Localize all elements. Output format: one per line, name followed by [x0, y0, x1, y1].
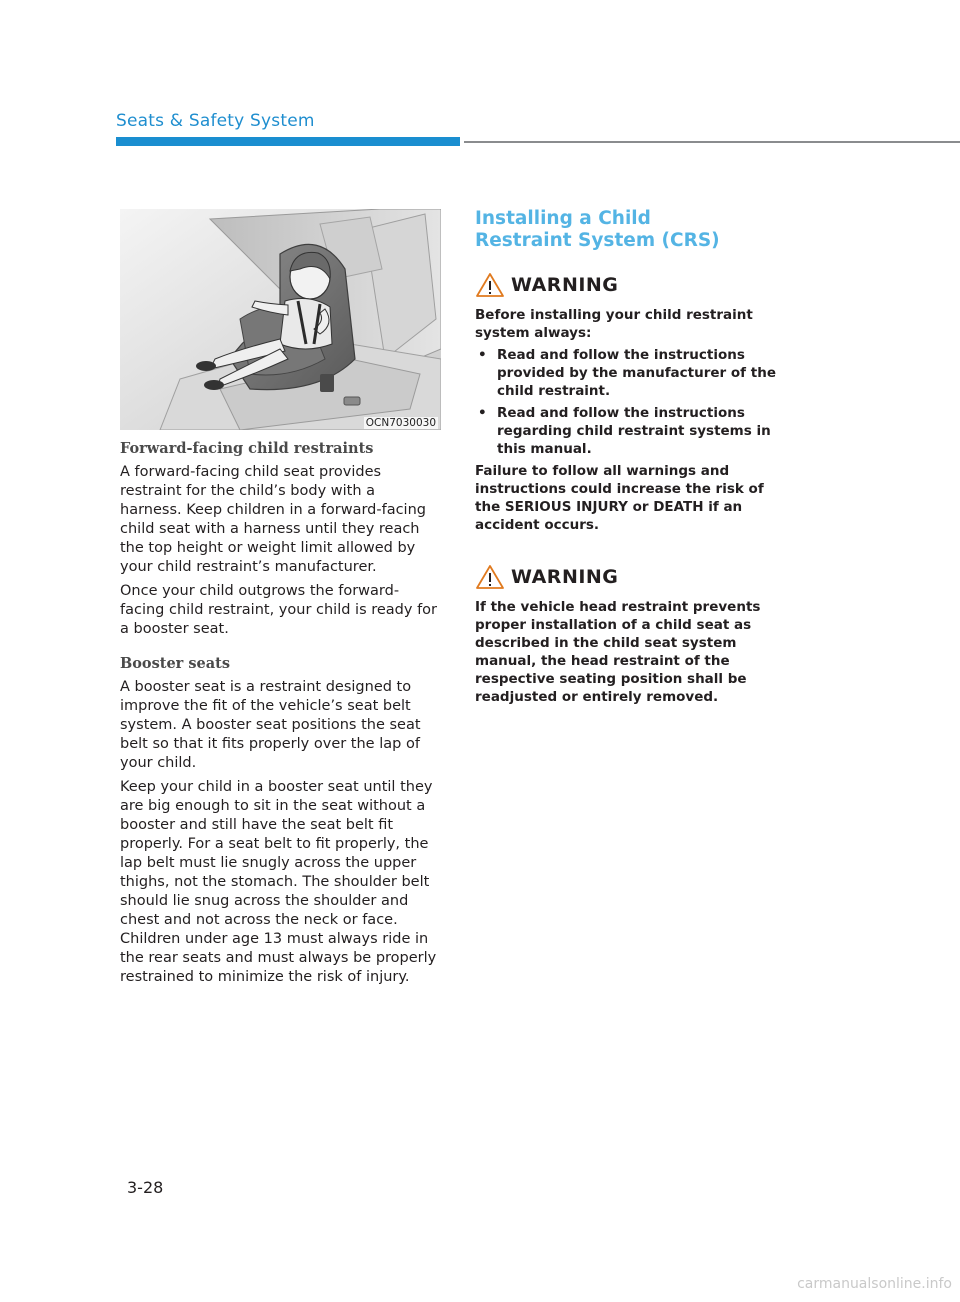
warning-triangle-icon — [475, 272, 505, 298]
warning-1-header — [475, 272, 793, 298]
warning-1-outro: Failure to follow all warnings and instructions could increase the risk of the SERIOUS INJURY or DEATH if an accident occurs. — [475, 463, 764, 533]
warning-1-bullet-text: Read and follow the instructions regarding child restraint systems in this manual. — [497, 405, 771, 457]
left-column — [120, 440, 438, 992]
booster-paragraph-1: A booster seat is a restraint designed to improve the fit of the vehicle’s seat belt system. A booster seat positions the seat belt so that it fits properly over the lap of your child. — [120, 679, 421, 771]
warning-1-bullet-text: Read and follow the instructions provided by the manufacturer of the child restraint. — [497, 347, 776, 399]
warning-2-header — [475, 564, 793, 590]
section-title: Seats & Safety System — [116, 111, 315, 131]
warning-1-label: WARNING — [511, 274, 619, 296]
install-crs-heading: Installing a Child Restraint System (CRS) — [475, 208, 720, 251]
booster-seats-heading: Booster seats — [120, 655, 231, 672]
figure-code: OCN7030030 — [365, 417, 436, 429]
bullet-dot: • — [478, 405, 487, 421]
warning-1-intro: Before installing your child restraint system always: — [475, 307, 753, 341]
forward-facing-paragraph-2: Once your child outgrows the forward-facing child restraint, your child is ready for a booster seat. — [120, 583, 438, 637]
forward-facing-heading: Forward-facing child restraints — [120, 440, 374, 457]
child-seat-drawing — [120, 209, 441, 430]
warning-triangle-icon — [475, 564, 505, 590]
header-rule-gray — [464, 141, 960, 143]
warning-1-bullet — [475, 346, 793, 400]
watermark: carmanualsonline.info — [797, 1276, 952, 1292]
child-seat-illustration — [120, 209, 441, 430]
right-column — [475, 208, 793, 710]
forward-facing-paragraph-1: A forward-facing child seat provides restraint for the child’s body with a harness. Keep children in a forward-facing child seat with a harness until they reach the top height or weight limit allowed by your child restraint’s manufacturer. — [120, 464, 426, 575]
page-number: 3-28 — [127, 1178, 164, 1197]
warning-2-text: If the vehicle head restraint prevents proper installation of a child seat as described in the child seat system manual, the head restraint of the respective seating position shall be readjusted or entirely removed. — [475, 599, 761, 705]
booster-paragraph-2: Keep your child in a booster seat until they are big enough to sit in the seat without a booster and still have the seat belt fit properly. For a seat belt to fit properly, the lap belt must lie snugly across the upper thighs, not the stomach. The shoulder belt should lie snug across the shoulder and chest and not across the neck or face. Children under age 13 must always ride in the rear seats and must always be properly restrained to minimize the risk of injury. — [120, 779, 437, 985]
warning-2-label: WARNING — [511, 566, 619, 588]
header-rule-blue — [116, 137, 460, 146]
bullet-dot: • — [478, 347, 487, 363]
warning-1-bullet — [475, 404, 793, 458]
